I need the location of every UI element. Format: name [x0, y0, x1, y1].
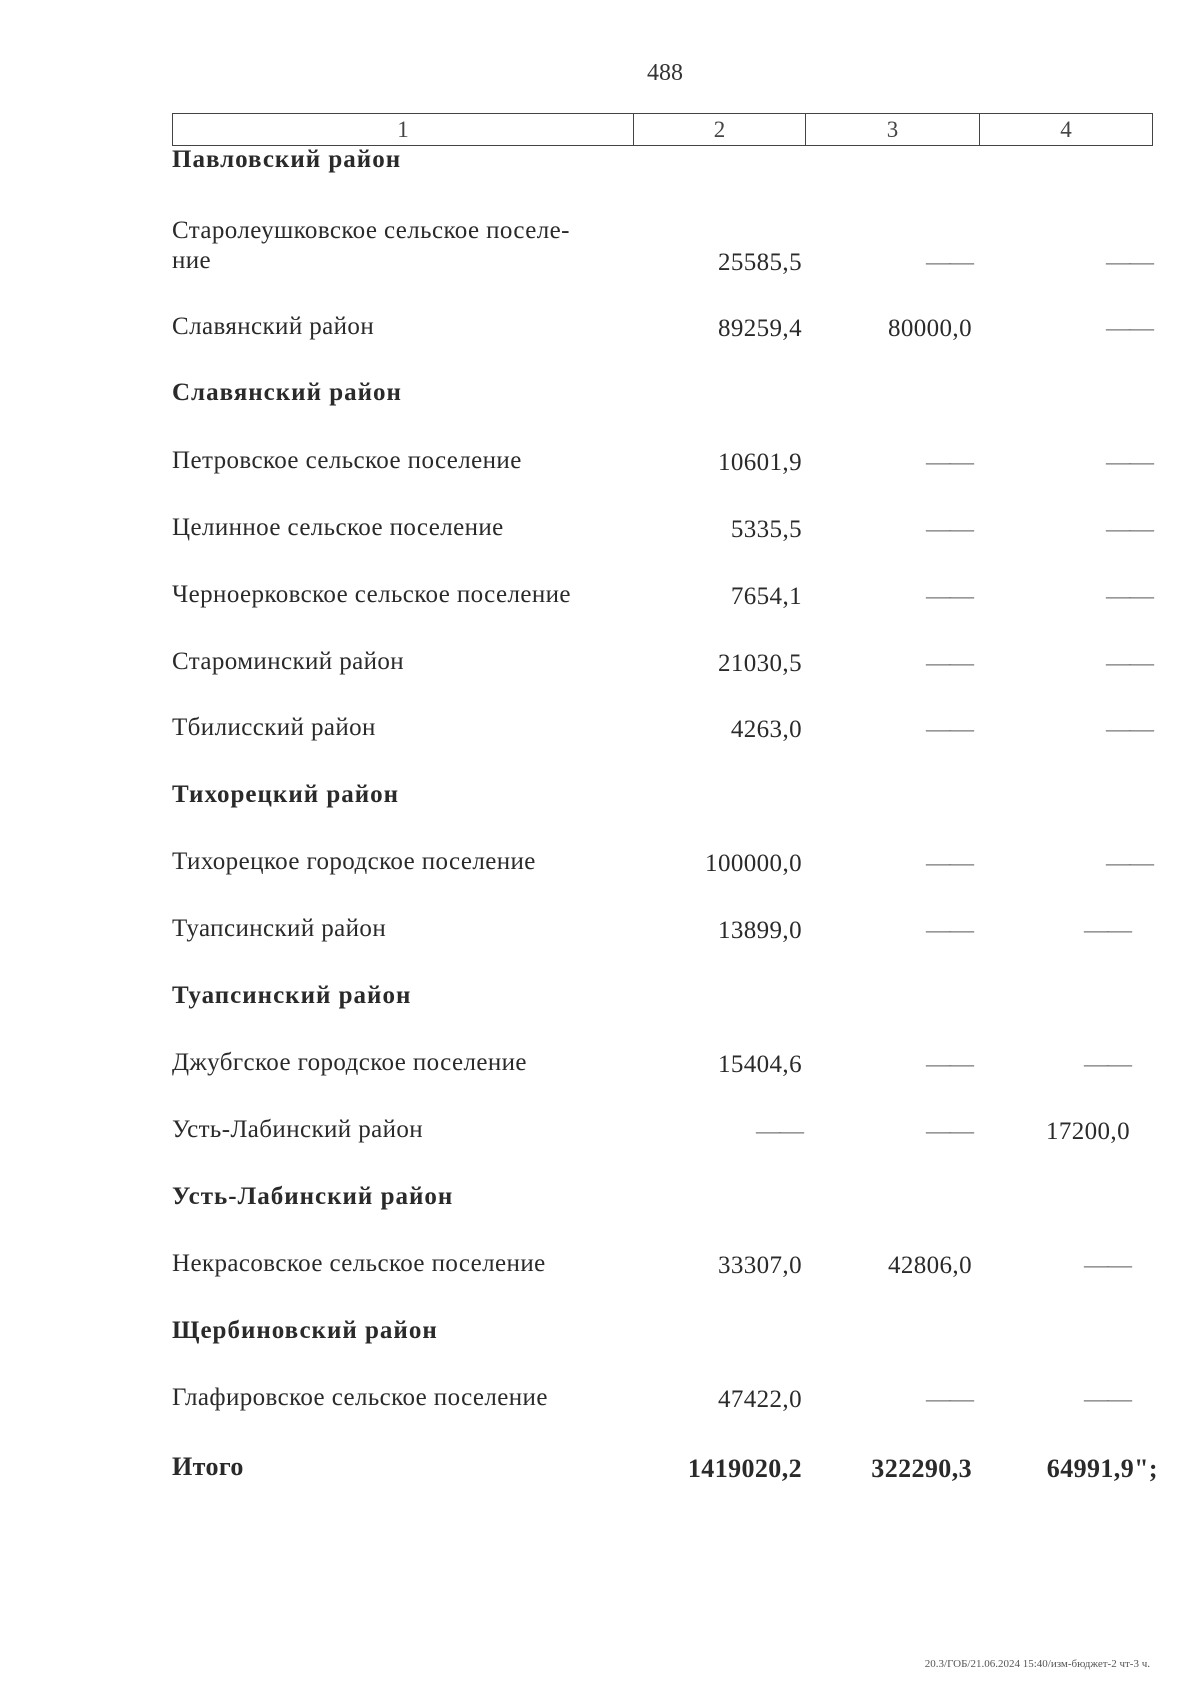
column-header-3: 3 [806, 114, 980, 146]
table-row [172, 1383, 1152, 1415]
row-value-col2: 25585,5 [717, 249, 802, 276]
row-value-col3: —— [926, 583, 972, 610]
row-name: Староминский район [172, 648, 405, 675]
row-value-col2: 33307,0 [717, 1252, 802, 1279]
table-row [172, 580, 1152, 612]
total-value-col4: 64991,9"; [1046, 1454, 1158, 1483]
row-name: Петровское сельское поселение [172, 447, 522, 474]
section-title: Туапсинский район [172, 982, 412, 1009]
row-value-col3: —— [926, 1118, 972, 1145]
row-value-col3: —— [926, 650, 972, 677]
column-header-table [172, 113, 1153, 146]
section-title: Тихорецкий район [172, 781, 400, 808]
row-name: Усть-Лабинский район [172, 1116, 424, 1143]
table-row [172, 647, 1152, 679]
row-value-col3: —— [926, 1051, 972, 1078]
row-value-col3: —— [926, 716, 972, 743]
column-header-4: 4 [980, 114, 1153, 146]
row-value-col4: —— [1084, 917, 1130, 944]
row-value-col3: —— [926, 449, 972, 476]
row-name: Тбилисский район [172, 714, 376, 741]
row-value-col3: —— [926, 850, 972, 877]
row-value-col2: 5335,5 [730, 516, 802, 543]
table-row [172, 1115, 1152, 1147]
row-value-col3: —— [926, 917, 972, 944]
document-footer-code: 20.3/ГОБ/21.06.2024 15:40/изм-бюджет-2 чт-3 ч. [924, 1658, 1150, 1670]
table-row [172, 914, 1152, 946]
row-value-col4: —— [1106, 850, 1152, 877]
row-value-col2: 47422,0 [717, 1386, 802, 1413]
row-value-col2: —— [756, 1118, 802, 1145]
total-label: Итого [172, 1452, 244, 1481]
row-value-col4: 17200,0 [1045, 1118, 1130, 1145]
row-value-col2: 21030,5 [717, 650, 802, 677]
section-header [172, 1316, 1152, 1348]
row-name: Тихорецкое городское поселение [172, 848, 536, 875]
total-row [172, 1452, 1158, 1484]
row-name: Целинное сельское поселение [172, 514, 504, 541]
table-row [172, 713, 1152, 745]
row-value-col3: 42806,0 [887, 1252, 972, 1279]
row-value-col2: 13899,0 [717, 917, 802, 944]
row-value-col4: —— [1106, 315, 1152, 342]
section-title: Усть-Лабинский район [172, 1183, 454, 1210]
row-value-col4: —— [1106, 716, 1152, 743]
row-value-col2: 100000,0 [705, 850, 802, 877]
row-value-col4: —— [1084, 1386, 1130, 1413]
row-value-col4: —— [1106, 249, 1152, 276]
row-value-col4: —— [1106, 516, 1152, 543]
section-title: Щербиновский район [172, 1317, 438, 1344]
table-row [172, 216, 1152, 278]
column-header-2: 2 [634, 114, 806, 146]
column-header-1: 1 [173, 114, 634, 146]
row-name: Черноерковское сельское поселение [172, 581, 571, 608]
section-header [172, 1182, 1152, 1214]
row-value-col2: 10601,9 [717, 449, 802, 476]
row-value-col3: 80000,0 [887, 315, 972, 342]
row-value-col2: 15404,6 [717, 1051, 802, 1078]
row-name: Славянский район [172, 313, 375, 340]
total-value-col2: 1419020,2 [687, 1454, 802, 1483]
section-title: Павловский район [172, 146, 402, 173]
row-name: Глафировское сельское поселение [172, 1384, 548, 1411]
section-header [172, 145, 1152, 177]
row-value-col4: —— [1106, 583, 1152, 610]
row-value-col3: —— [926, 516, 972, 543]
table-row [172, 1048, 1152, 1080]
total-value-col3: 322290,3 [871, 1454, 972, 1483]
row-value-col4: —— [1084, 1051, 1130, 1078]
row-value-col4: —— [1106, 650, 1152, 677]
row-value-col4: —— [1106, 449, 1152, 476]
row-value-col2: 7654,1 [730, 583, 802, 610]
row-name: Некрасовское сельское поселение [172, 1250, 546, 1277]
row-value-col2: 4263,0 [730, 716, 802, 743]
section-header [172, 981, 1152, 1013]
table-row [172, 446, 1152, 478]
row-value-col3: —— [926, 249, 972, 276]
row-value-col4: —— [1084, 1252, 1130, 1279]
row-value-col3: —— [926, 1386, 972, 1413]
row-name: Старолеушковское сельское поселе- ние [172, 217, 570, 274]
section-header [172, 378, 1152, 410]
row-name: Туапсинский район [172, 915, 387, 942]
table-row [172, 513, 1152, 545]
table-row [172, 1249, 1152, 1281]
section-title: Славянский район [172, 379, 402, 406]
table-row [172, 847, 1152, 879]
table-row [172, 312, 1152, 344]
section-header [172, 780, 1152, 812]
row-name: Джубгское городское поселение [172, 1049, 527, 1076]
page-number: 488 [647, 60, 683, 86]
row-value-col2: 89259,4 [717, 315, 802, 342]
